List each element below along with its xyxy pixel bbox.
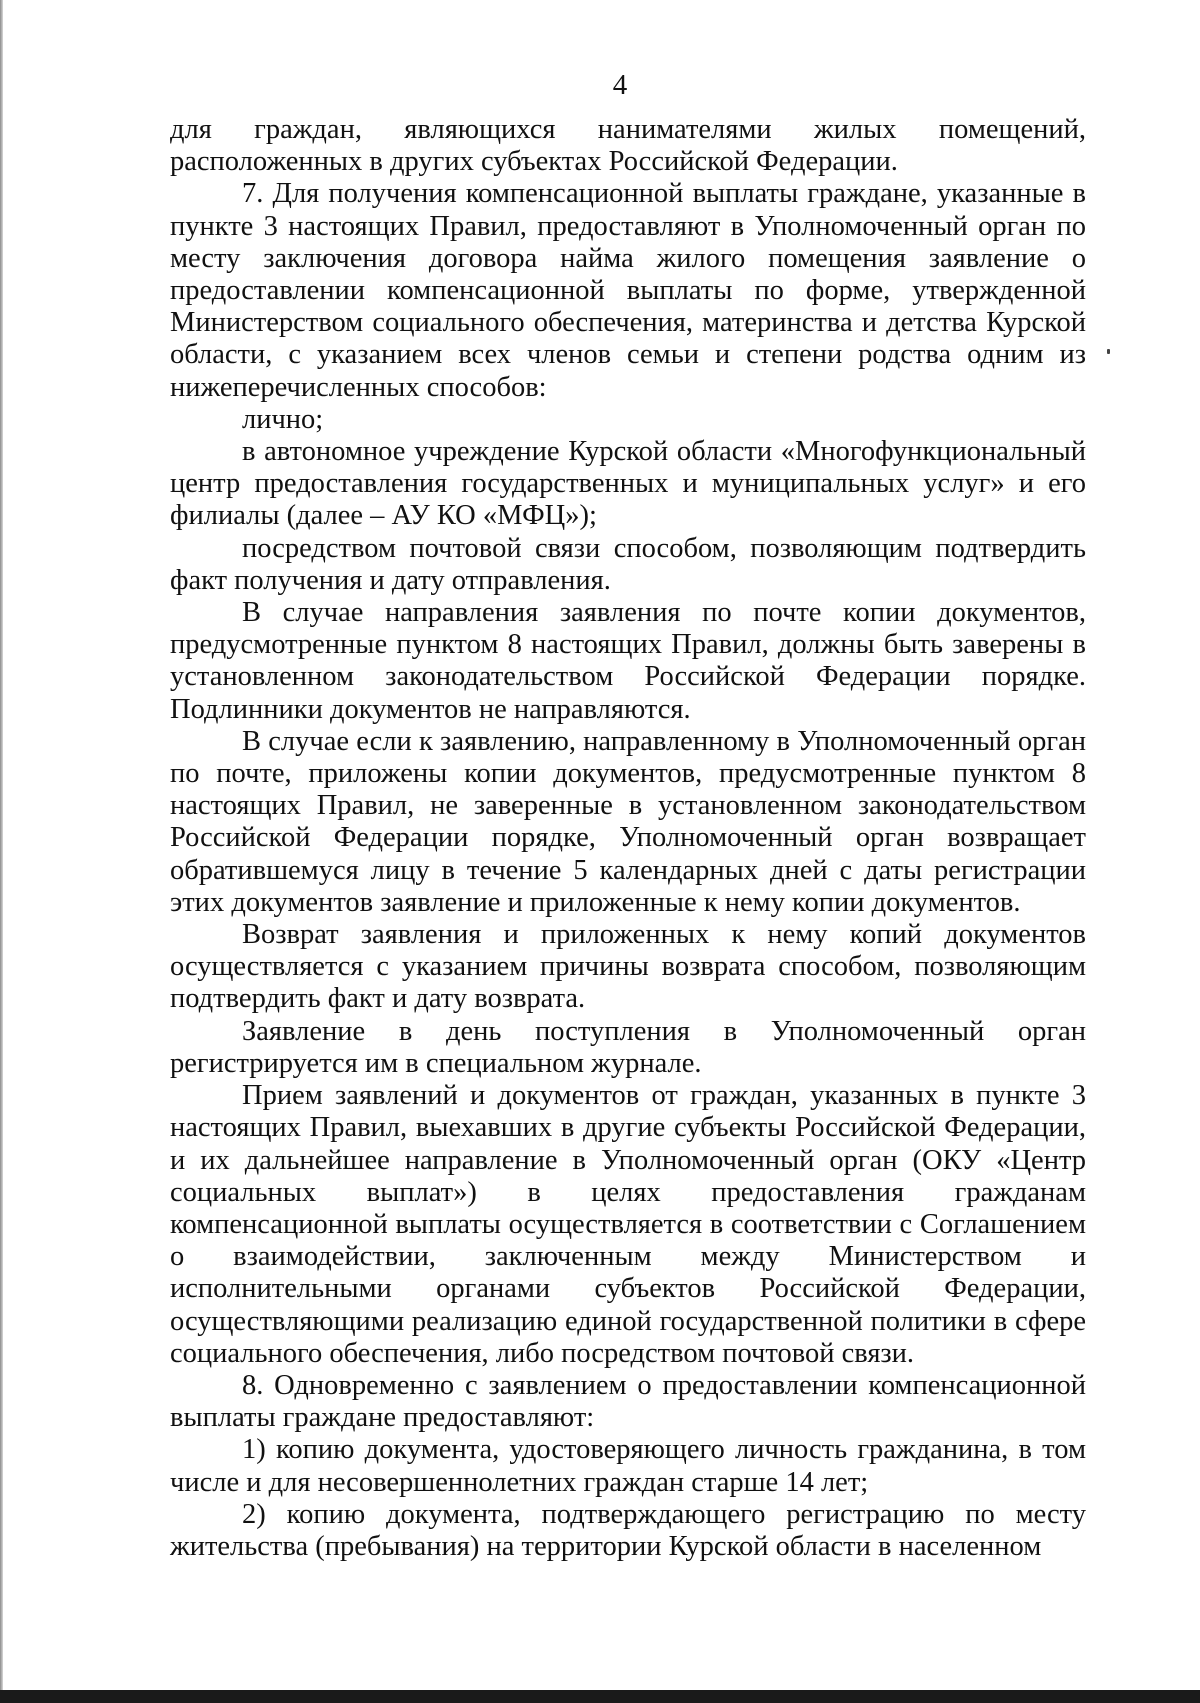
paragraph-method-mfc: в автономное учреждение Курской области «Многофункциональный центр предоставления государственных и муниципальных услуг» и его филиалы (далее – АУ КО «МФЦ»); [170, 436, 1086, 532]
paragraph-method-in-person: лично; [242, 403, 324, 435]
paragraph-list-item-1: 1) копию документа, удостоверяющего личность гражданина, в том числе и для несовершеннолетних граждан старше 14 лет; [170, 1434, 1086, 1498]
paragraph-other-regions: Прием заявлений и документов от граждан, указанных в пункте 3 настоящих Правил, выехавших в другие субъекты Российской Федерации, и их дальнейшее направление в Уполномоченный орган (ОКУ «Центр социальных выплат») в целях предоставления гражданам компенсационной выплаты осуществляется в соответствии с Соглашением о взаимодействии, заключенным между Министерством и исполнительными органами субъектов Российской Федерации, осуществляющими реализацию единой государственной политики в сфере социального обеспечения, либо посредством почтовой связи. [170, 1080, 1086, 1369]
page-number: 4 [612, 69, 628, 101]
scan-speck [1107, 349, 1110, 354]
paragraph-list-item-2: 2) копию документа, подтверждающего регистрацию по месту жительства (пребывания) на территории Курской области в населенном [170, 1498, 1086, 1562]
paragraph-item-8: 8. Одновременно с заявлением о предоставлении компенсационной выплаты граждане предоставляют: [170, 1369, 1086, 1434]
paragraph-unverified-copies: В случае если к заявлению, направленному в Уполномоченный орган по почте, приложены копии документов, предусмотренные пунктом 8 настоящих Правил, не заверенные в установленном законодательством Российской Федерации порядке, Уполномоченный орган возвращает обратившемуся лицу в течение 5 календарных дней с даты регистрации этих документов заявление и приложенные к нему копии документов. [170, 725, 1086, 918]
paragraph-return: Возврат заявления и приложенных к нему копий документов осуществляется с указанием причины возврата способом, позволяющим подтвердить факт и дату возврата. [170, 919, 1086, 1015]
paragraph-item-7: 7. Для получения компенсационной выплаты граждане, указанные в пункте 3 настоящих Правил, предоставляют в Уполномоченный орган по месту заключения договора найма жилого помещения заявление о предоставлении компенсационной выплаты по форме, утвержденной Министерством социального обеспечения, материнства и детства Курской области, с указанием всех членов семьи и степени родства одним из нижеперечисленных способов: [170, 178, 1086, 403]
scan-edge-bottom [0, 1690, 1200, 1703]
document-body [170, 114, 1086, 1563]
paragraph-postal-copies: В случае направления заявления по почте копии документов, предусмотренные пунктом 8 настоящих Правил, должны быть заверены в установленном законодательством Российской Федерации порядке. Подлинники документов не направляются. [170, 597, 1086, 725]
paragraph-continuation: для граждан, являющихся нанимателями жилых помещений, расположенных в других субъектах Российской Федерации. [170, 114, 1086, 178]
paragraph-method-post: посредством почтовой связи способом, позволяющим подтвердить факт получения и дату отправления. [170, 532, 1086, 596]
scan-edge-left [0, 0, 3, 1703]
paragraph-registration: Заявление в день поступления в Уполномоченный орган регистрируется им в специальном журнале. [170, 1015, 1086, 1079]
